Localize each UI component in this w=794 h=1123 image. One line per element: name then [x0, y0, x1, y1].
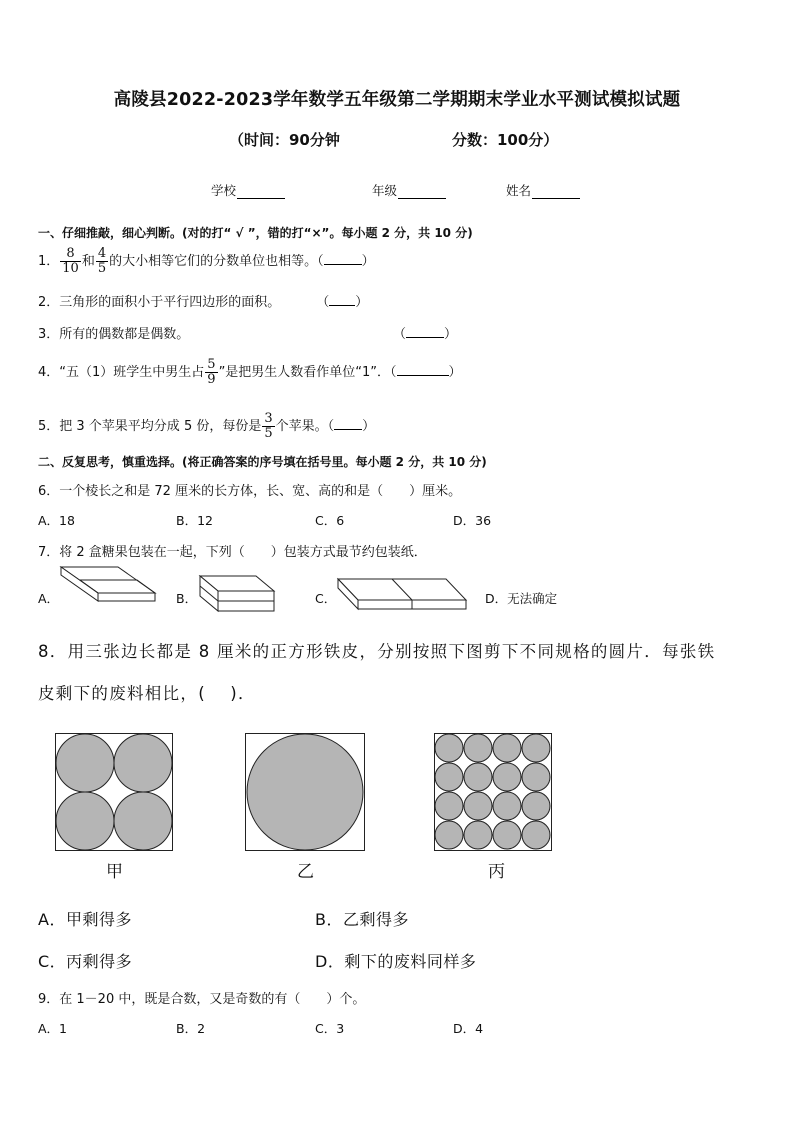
grade-field	[372, 181, 446, 199]
question-5	[38, 412, 375, 441]
question-1	[38, 247, 375, 276]
q7-figure-b-stacked-boxes	[198, 575, 278, 615]
question-3	[38, 323, 189, 342]
q3-answer	[393, 323, 457, 342]
q7-figure-a-flat-boxes	[60, 566, 160, 616]
q1-close: ）	[361, 254, 375, 269]
q5-text-pre: 5．把 3 个苹果平均分成 5 份，每份是	[38, 419, 262, 434]
fraction-5-9: $\frac{5}{9}$	[207, 357, 216, 387]
q3-answer-blank[interactable]	[406, 324, 444, 338]
q3-open: （	[393, 327, 407, 342]
q9-option-c[interactable]: C．3	[315, 1021, 345, 1036]
q7-figure-c-side-boxes	[336, 578, 470, 612]
question-8-line-2: 皮剩下的废料相比，( )．	[38, 684, 256, 703]
question-9: 9．在 1－20 中，既是合数，又是奇数的有（ ）个。	[38, 992, 366, 1007]
q4-text-post: ”是把男生人数看作单位“1”．（	[218, 365, 397, 380]
q3-close: ）	[444, 327, 458, 342]
q5-text-post: 个苹果。（	[275, 419, 335, 434]
q3-text: 3．所有的偶数都是偶数。	[38, 327, 190, 342]
q7-option-c[interactable]: C．	[315, 591, 337, 606]
exam-time: （时间：90分钟	[229, 131, 340, 149]
caption-yi: 乙	[297, 862, 314, 882]
grade-blank	[398, 186, 446, 199]
q5-close: ）	[362, 419, 376, 434]
question-8-line-1: 8．用三张边长都是 8 厘米的正方形铁皮，分别按照下图剪下不同规格的圆片．每张铁	[38, 642, 716, 661]
section-1-heading: 一、仔细推敲，细心判断。(对的打“ √ ”，错的打“×”。每小题 2 分，共 10 分)	[38, 226, 473, 240]
q1-and: 和	[81, 254, 95, 269]
q2-answer-blank[interactable]	[329, 292, 355, 306]
name-blank	[532, 186, 580, 199]
exam-title: 高陵县2022-2023学年数学五年级第二学期期末学业水平测试模拟试题	[113, 90, 681, 110]
section-2-heading: 二、反复思考，慎重选择。(将正确答案的序号填在括号里。每小题 2 分，共 10 分)	[38, 455, 487, 469]
q8-option-d[interactable]: D．剩下的废料同样多	[315, 952, 477, 971]
q9-option-a[interactable]: A．1	[38, 1021, 68, 1036]
figure-jia-four-circles	[55, 733, 173, 851]
q8-option-b[interactable]: B．乙剩得多	[315, 910, 409, 929]
q9-option-d[interactable]: D．4	[453, 1021, 484, 1036]
q6-option-c[interactable]: C．6	[315, 513, 345, 528]
q9-option-b[interactable]: B．2	[176, 1021, 206, 1036]
q2-open: （	[316, 295, 330, 310]
school-label: 学校	[211, 183, 237, 198]
q5-answer-blank[interactable]	[334, 416, 362, 430]
q7-option-b[interactable]: B．	[176, 591, 198, 606]
q4-close: ）	[448, 365, 462, 380]
q6-option-b[interactable]: B．12	[176, 513, 213, 528]
grade-label: 年级	[372, 183, 398, 198]
question-2	[38, 291, 368, 310]
q4-answer-blank[interactable]	[397, 362, 449, 376]
caption-bing: 丙	[488, 862, 505, 882]
fraction-4-5: $\frac{4}{5}$	[97, 246, 107, 276]
q2-close: ）	[355, 295, 369, 310]
figure-yi-one-circle	[245, 733, 365, 851]
q4-text-pre: 4．“五（1）班学生中男生占	[38, 365, 205, 380]
q7-option-d[interactable]: D．无法确定	[485, 591, 558, 606]
q6-option-d[interactable]: D．36	[453, 513, 492, 528]
q1-number: 1．	[38, 254, 60, 269]
q1-text: 的大小相等它们的分数单位也相等。（	[109, 254, 324, 269]
caption-jia: 甲	[106, 862, 123, 882]
school-field	[211, 181, 285, 199]
fraction-8-10: $\frac{8}{10}$	[62, 246, 79, 276]
q2-text: 2．三角形的面积小于平行四边形的面积。	[38, 295, 281, 310]
q1-answer-blank[interactable]	[324, 251, 362, 265]
name-label: 姓名	[506, 183, 532, 198]
q7-option-a[interactable]: A．	[38, 591, 60, 606]
name-field	[506, 181, 580, 199]
fraction-3-5: $\frac{3}{5}$	[264, 411, 273, 441]
question-4	[38, 358, 462, 387]
q8-option-a[interactable]: A．甲剩得多	[38, 910, 132, 929]
question-6: 6．一个棱长之和是 72 厘米的长方体，长、宽、高的和是（ ）厘米。	[38, 484, 462, 499]
exam-score: 分数：100分）	[452, 131, 559, 149]
question-7: 7．将 2 盒糖果包装在一起，下列（ ）包装方式最节约包装纸．	[38, 545, 427, 560]
q8-option-c[interactable]: C．丙剩得多	[38, 952, 133, 971]
school-blank	[237, 186, 285, 199]
figure-bing-sixteen-circles	[434, 733, 552, 851]
q6-option-a[interactable]: A．18	[38, 513, 75, 528]
